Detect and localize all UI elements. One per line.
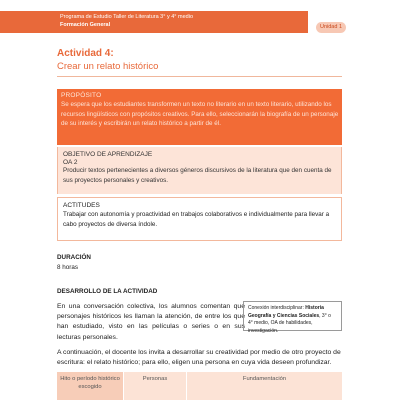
planning-table (57, 372, 342, 400)
actitudes-text: Trabajar con autonomía y proactividad en trabajos colaborativos e individualmente para llevar a cabo proyectos de diversa índole. (63, 211, 330, 228)
proposito-box (57, 89, 342, 145)
table-header-hito: Hito o período histórico escogido (57, 372, 123, 400)
formation-label: Formación General (60, 22, 111, 28)
note-prefix: Conexión interdisciplinar: (248, 305, 306, 311)
proposito-text: Se espera que los estudiantes transformen un texto no literario en un texto literario, utilizando los recursos lingüísticos con propósitos creativos. Para ello, seleccionarán la biografía de un personaje de su interés y escribirán un relato histórico a partir de él. (61, 101, 339, 128)
activity-number: Actividad 4: (57, 48, 114, 59)
desarrollo-heading: DESARROLLO DE LA ACTIVIDAD (57, 288, 158, 295)
objetivo-code: OA 2 (63, 159, 78, 166)
desarrollo-paragraph-1: En una conversación colectiva, los alumnos comentan qué personajes históricos les llaman la atención, de entre los que han estudiado, visto en las películas o series o en sus lecturas personales. (57, 303, 245, 341)
objetivo-box (57, 147, 342, 194)
page-header (0, 0, 400, 36)
table-header-fundamentacion: Fundamentación (186, 372, 342, 400)
duracion-heading: DURACIÓN (57, 254, 91, 261)
activity-title: Crear un relato histórico (57, 61, 159, 72)
actitudes-heading: ACTITUDES (63, 202, 100, 209)
note-suffix: , 3° o 4° medio, OA de habilidades, investigación. (248, 312, 331, 334)
interdisciplinary-note (243, 301, 342, 334)
duracion-value: 8 horas (57, 264, 79, 271)
title-divider (57, 76, 342, 77)
note-subject: Historia Geografía y Ciencias Sociales (248, 305, 324, 319)
actitudes-box (57, 197, 342, 241)
header-banner (0, 11, 308, 33)
unit-badge: Unidad 1 (316, 22, 346, 33)
objetivo-heading: OBJETIVO DE APRENDIZAJE (63, 151, 153, 158)
proposito-heading: PROPÓSITO (61, 92, 102, 99)
table-header-personas: Personas (123, 372, 186, 400)
objetivo-text: Producir textos pertenecientes a diversos géneros discursivos de la literatura que den cuenta de sus proyectos personales y creativos. (63, 167, 332, 184)
program-title: Programa de Estudio Taller de Literatura 3° y 4° medio (60, 14, 194, 20)
desarrollo-paragraph-2: A continuación, el docente los invita a desarrollar su creatividad por medio de otro proyecto de escritura: el relato histórico; para ello, eligen una persona en cuya vida deseen profundizar. (57, 349, 341, 367)
